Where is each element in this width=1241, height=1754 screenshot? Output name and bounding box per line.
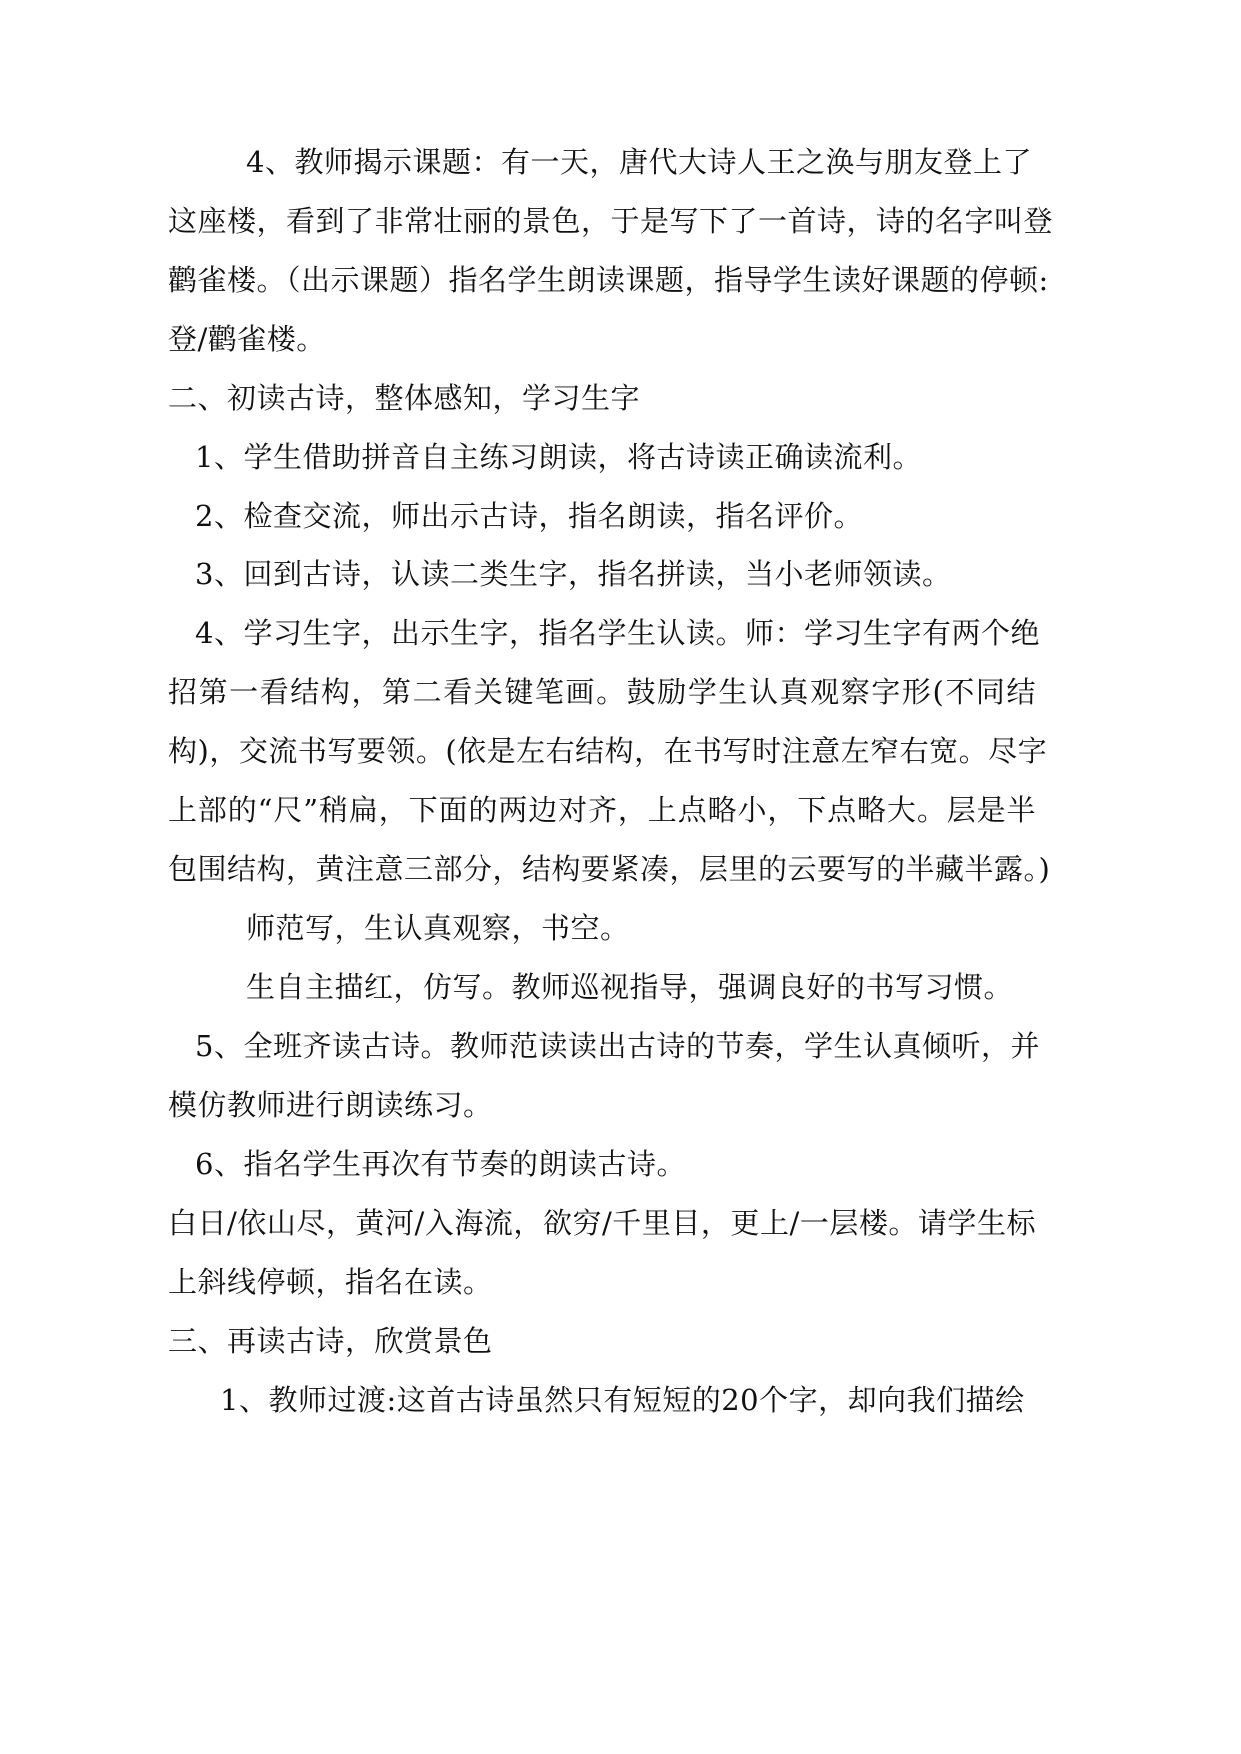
paragraph-line: 包围结构，黄注意三部分，结构要紧凑，层里的云要写的半藏半露。) bbox=[168, 852, 1051, 886]
paragraph-line: 师范写，生认真观察，书空。 bbox=[246, 911, 630, 945]
paragraph-line: 登/鹳雀楼。 bbox=[168, 322, 326, 356]
paragraph-line: 1、教师过渡:这首古诗虽然只有短短的20个字，却向我们描绘 bbox=[220, 1383, 1025, 1417]
paragraph-line: 上部的“尺”稍扁，下面的两边对齐，上点略小，下点略大。层是半 bbox=[168, 793, 1036, 827]
list-item: 2、检查交流，师出示古诗，指名朗读，指名评价。 bbox=[195, 499, 863, 533]
list-item: 3、回到古诗，认读二类生字，指名拼读，当小老师领读。 bbox=[195, 557, 952, 591]
paragraph-line: 模仿教师进行朗读练习。 bbox=[168, 1088, 493, 1122]
list-item: 1、学生借助拼音自主练习朗读，将古诗读正确读流利。 bbox=[195, 440, 922, 474]
paragraph-line: 5、全班齐读古诗。教师范读读出古诗的节奏，学生认真倾听，并 bbox=[195, 1029, 1040, 1063]
poem-line: 白日/依山尽，黄河/入海流，欲穷/千里目，更上/一层楼。请学生标 bbox=[168, 1206, 1036, 1240]
paragraph-line: 这座楼，看到了非常壮丽的景色，于是写下了一首诗，诗的名字叫登 bbox=[168, 204, 1054, 238]
paragraph-line: 生自主描红，仿写。教师巡视指导，强调良好的书写习惯。 bbox=[246, 970, 1014, 1004]
list-item: 6、指名学生再次有节奏的朗读古诗。 bbox=[195, 1147, 686, 1181]
section-heading: 二、初读古诗，整体感知，学习生字 bbox=[168, 381, 641, 415]
paragraph-line: 4、教师揭示课题：有一天，唐代大诗人王之涣与朋友登上了 bbox=[246, 145, 1032, 179]
section-heading: 三、再读古诗，欣赏景色 bbox=[168, 1324, 493, 1358]
paragraph-line: 鹳雀楼。（出示课题）指名学生朗读课题，指导学生读好课题的停顿: bbox=[168, 263, 1049, 297]
paragraph-line: 构)，交流书写要领。(依是左右结构，在书写时注意左窄右宽。尽字 bbox=[168, 734, 1048, 768]
paragraph-line: 上斜线停顿，指名在读。 bbox=[168, 1265, 493, 1299]
paragraph-line: 4、学习生字，出示生字，指名学生认读。师：学习生字有两个绝 bbox=[195, 616, 1040, 650]
paragraph-line: 招第一看结构，第二看关键笔画。鼓励学生认真观察字形(不同结 bbox=[168, 675, 1036, 709]
